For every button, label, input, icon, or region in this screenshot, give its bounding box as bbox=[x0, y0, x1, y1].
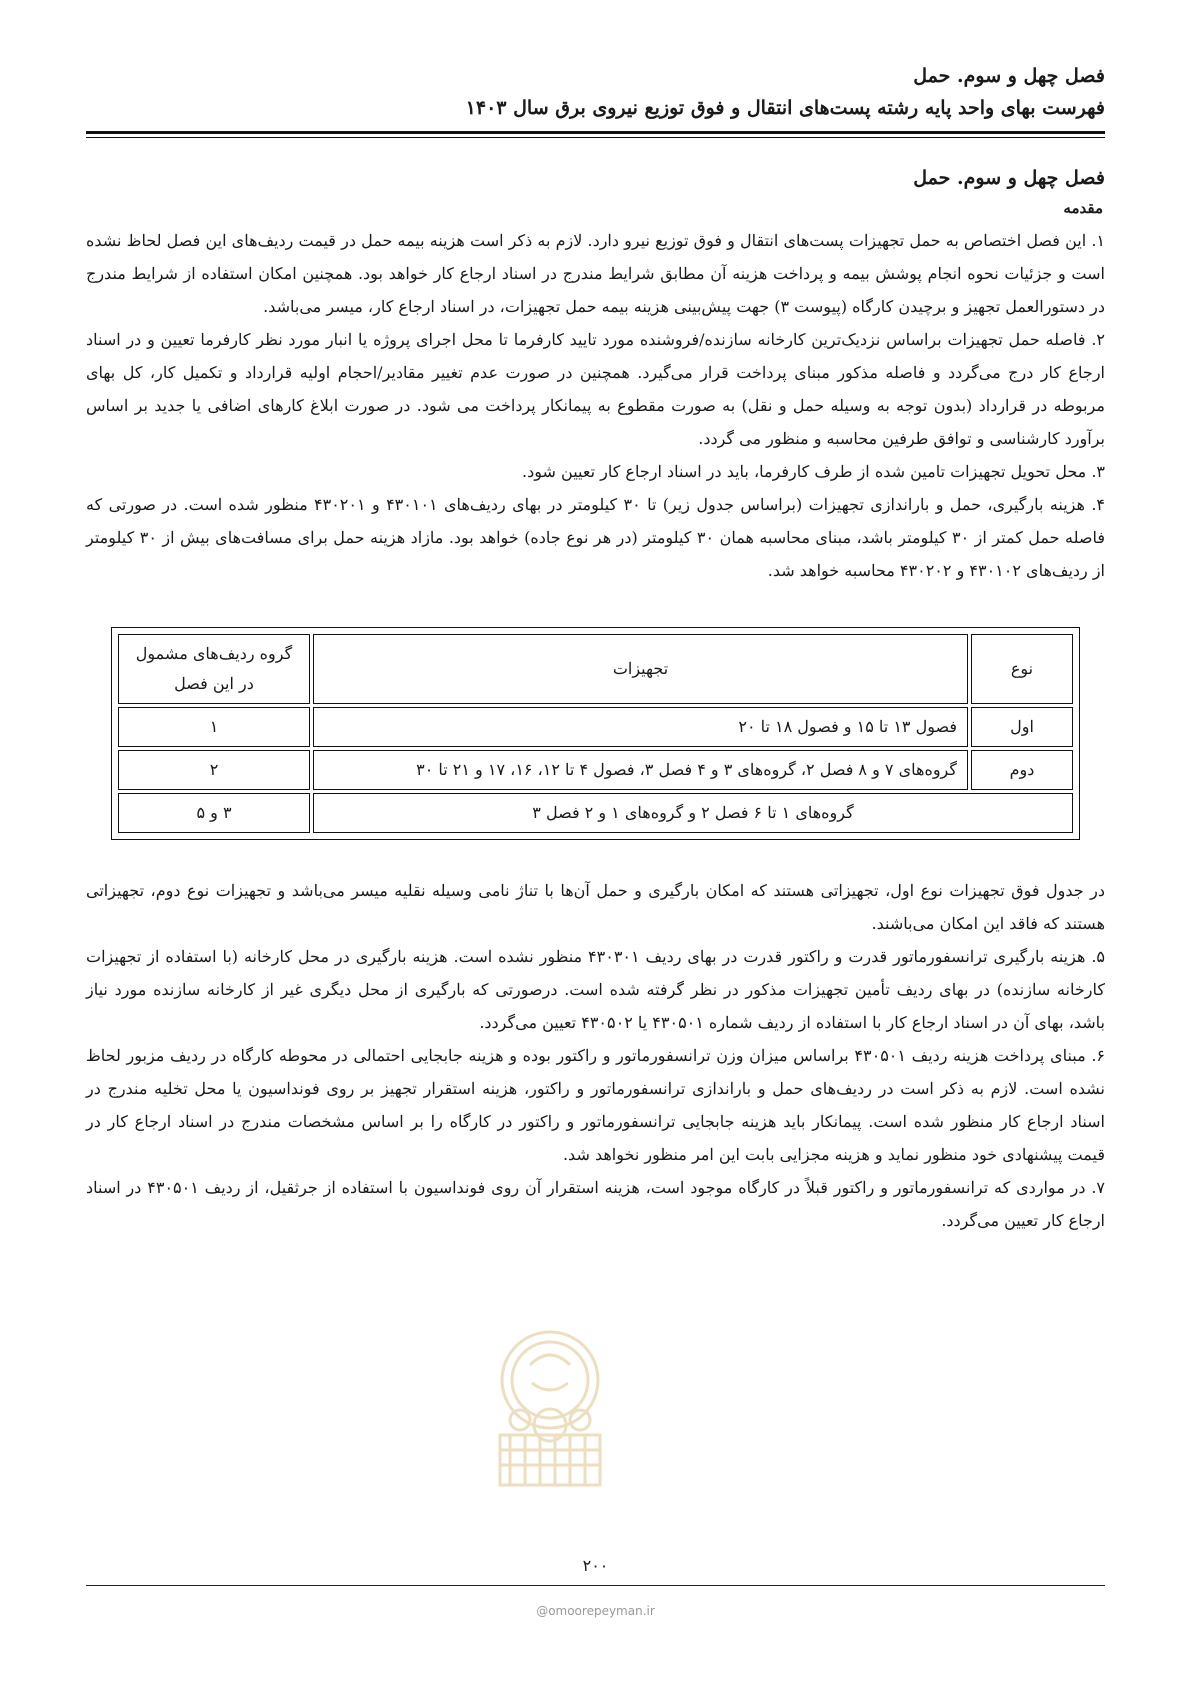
header-catalog-title: فهرست بهای واحد پایه رشته پست‌های انتقال و فوق توزیع نیروی برق سال ۱۴۰۳ bbox=[465, 97, 1105, 119]
table-row bbox=[118, 750, 1073, 790]
page-number: ۲۰۰ bbox=[582, 1556, 609, 1575]
section-subtitle: مقدمه bbox=[1063, 199, 1103, 217]
equipment-table-frame bbox=[111, 627, 1080, 840]
paragraph-4: ۴. هزینه بارگیری، حمل و باراندازی تجهیزات (براساس جدول زیر) تا ۳۰ کیلومتر در بهای ردیف‌های ۴۳۰۱۰۱ و ۴۳۰۲۰۱ منظور شده است. در صورتی که فاصله حمل کمتر از ۳۰ کیلومتر باشد، مبنای محاسبه همان ۳۰ کیلومتر (در هر نوع جاده) خواهد بود. مازاد هزینه حمل برای مسافت‌های بیش از ۳۰ کیلومتر از ردیف‌های ۴۳۰۱۰۲ و ۴۳۰۲۰۲ محاسبه خواهد شد. bbox=[86, 495, 1106, 580]
header-group: گروه ردیف‌های مشمول در این فصل bbox=[118, 634, 310, 704]
header-chapter-title: فصل چهل و سوم. حمل bbox=[913, 65, 1105, 87]
page-header bbox=[86, 60, 1105, 124]
section-title: فصل چهل و سوم. حمل bbox=[913, 167, 1105, 189]
footer-rule bbox=[86, 1585, 1105, 1586]
site-watermark-text: @omoorepeyman.ir bbox=[536, 1604, 655, 1618]
row-1-equipment: فصول ۱۳ تا ۱۵ و فصول ۱۸ تا ۲۰ bbox=[313, 707, 968, 747]
paragraph-6: ۶. مبنای پرداخت هزینه ردیف ۴۳۰۵۰۱ براساس میزان وزن ترانسفورماتور و راکتور بوده و هزینه جابجایی احتمالی در محوطه کارگاه در ردیف مزبور لحاظ نشده است. لازم به ذکر است در ردیف‌های حمل و باراندازی ترانسفورماتور و راکتور، هزینه استقرار تجهیز بر روی فونداسیون یا محل تخلیه مندرج در اسناد ارجاع کار منظور شده است. پیمانکار باید هزینه جابجایی ترانسفورماتور و راکتور در کارگاه را بر اساس مشخصات مندرج در اسناد ارجاع کار در قیمت پیشنهادی خود منظور نماید و هزینه مجزایی بابت این امر منظور نخواهد شد. bbox=[86, 1046, 1106, 1164]
document-body bbox=[86, 160, 1105, 1237]
paragraph-5: ۵. هزینه بارگیری ترانسفورماتور قدرت و راکتور قدرت در بهای ردیف ۴۳۰۳۰۱ منظور نشده است. هزینه بارگیری در محل کارخانه (با استفاده از تجهیزات کارخانه سازنده) در بهای ردیف تأمین تجهیزات مذکور در نظر گرفته شده است. درصورتی که بارگیری از محل دیگری غیر از کارخانه سازنده مورد نیاز باشد، بهای آن در اسناد ارجاع کار با استفاده از ردیف شماره ۴۳۰۵۰۱ یا ۴۳۰۵۰۲ تعیین می‌گردد. bbox=[86, 947, 1106, 1032]
header-equipment: تجهیزات bbox=[313, 634, 968, 704]
paragraph-7: ۷. در مواردی که ترانسفورماتور و راکتور قبلاً در کارگاه موجود است، هزینه استقرار آن روی فونداسیون با استفاده از جرثقیل، از ردیف ۴۳۰۵۰۱ در اسناد ارجاع کار تعیین می‌گردد. bbox=[86, 1178, 1106, 1230]
row-3-equipment: گروه‌های ۱ تا ۶ فصل ۲ و گروه‌های ۱ و ۲ فصل ۳ bbox=[313, 793, 1073, 833]
row-3-group: ۳ و ۵ bbox=[118, 793, 310, 833]
header-rule-thin bbox=[86, 137, 1105, 138]
table-row bbox=[118, 707, 1073, 747]
row-2-group: ۲ bbox=[118, 750, 310, 790]
header-type: نوع bbox=[971, 634, 1073, 704]
paragraph-2: ۲. فاصله حمل تجهیزات براساس نزدیک‌ترین کارخانه سازنده/فروشنده مورد تایید کارفرما تا محل اجرای پروژه یا انبار مورد نظر کارفرما تعیین و در اسناد ارجاع کار درج می‌گردد و فاصله مذکور مبنای پرداخت قرار می‌گیرد. همچنین در صورت عدم تغییر مقادیر/احجام اولیه قرارداد و تکمیل کار، کل بهای مربوطه در قرارداد (بدون توجه به وسیله حمل و نقل) به صورت مقطوع به پیمانکار پرداخت می شود. در صورت ابلاغ کارهای اضافی یا جدید بر اساس برآورد کارشناسی و توافق طرفین محاسبه و منظور می گردد. bbox=[86, 330, 1106, 448]
header-rule-thick bbox=[86, 131, 1105, 134]
paragraph-3: ۳. محل تحویل تجهیزات تامین شده از طرف کارفرما، باید در اسناد ارجاع کار تعیین شود. bbox=[522, 462, 1105, 481]
paragraph-1: ۱. این فصل اختصاص به حمل تجهیزات پست‌های انتقال و فوق توزیع نیرو دارد. لازم به ذکر است هزینه بیمه حمل در قیمت ردیف‌های این فصل لحاظ نشده است و جزئیات نحوه انجام پوشش بیمه و پرداخت هزینه آن مطابق شرایط مندرج در اسناد ارجاع کار خواهد بود. همچنین امکان استفاده از شرایط مندرج در دستورالعمل تجهیز و برچیدن کارگاه (پیوست ۳) جهت پیش‌بینی هزینه بیمه حمل تجهیزات، در اسناد ارجاع کار، میسر می‌باشد. bbox=[86, 231, 1105, 316]
equipment-table bbox=[115, 631, 1076, 836]
row-2-equipment: گروه‌های ۷ و ۸ فصل ۲، گروه‌های ۳ و ۴ فصل ۳، فصول ۴ تا ۱۲، ۱۶، ۱۷ و ۲۱ تا ۳۰ bbox=[313, 750, 968, 790]
table-header-row bbox=[118, 634, 1073, 704]
paragraph-after-table: در جدول فوق تجهیزات نوع اول، تجهیزاتی هستند که امکان بارگیری و حمل آن‌ها با تناژ نامی وسیله نقلیه میسر می‌باشد و تجهیزات نوع دوم، تجهیزاتی هستند که فاقد این امکان می‌باشند. bbox=[86, 881, 1105, 933]
row-2-type: دوم bbox=[971, 750, 1073, 790]
table-row bbox=[118, 793, 1073, 833]
row-1-type: اول bbox=[971, 707, 1073, 747]
seal-logo-icon bbox=[470, 1325, 630, 1500]
row-1-group: ۱ bbox=[118, 707, 310, 747]
